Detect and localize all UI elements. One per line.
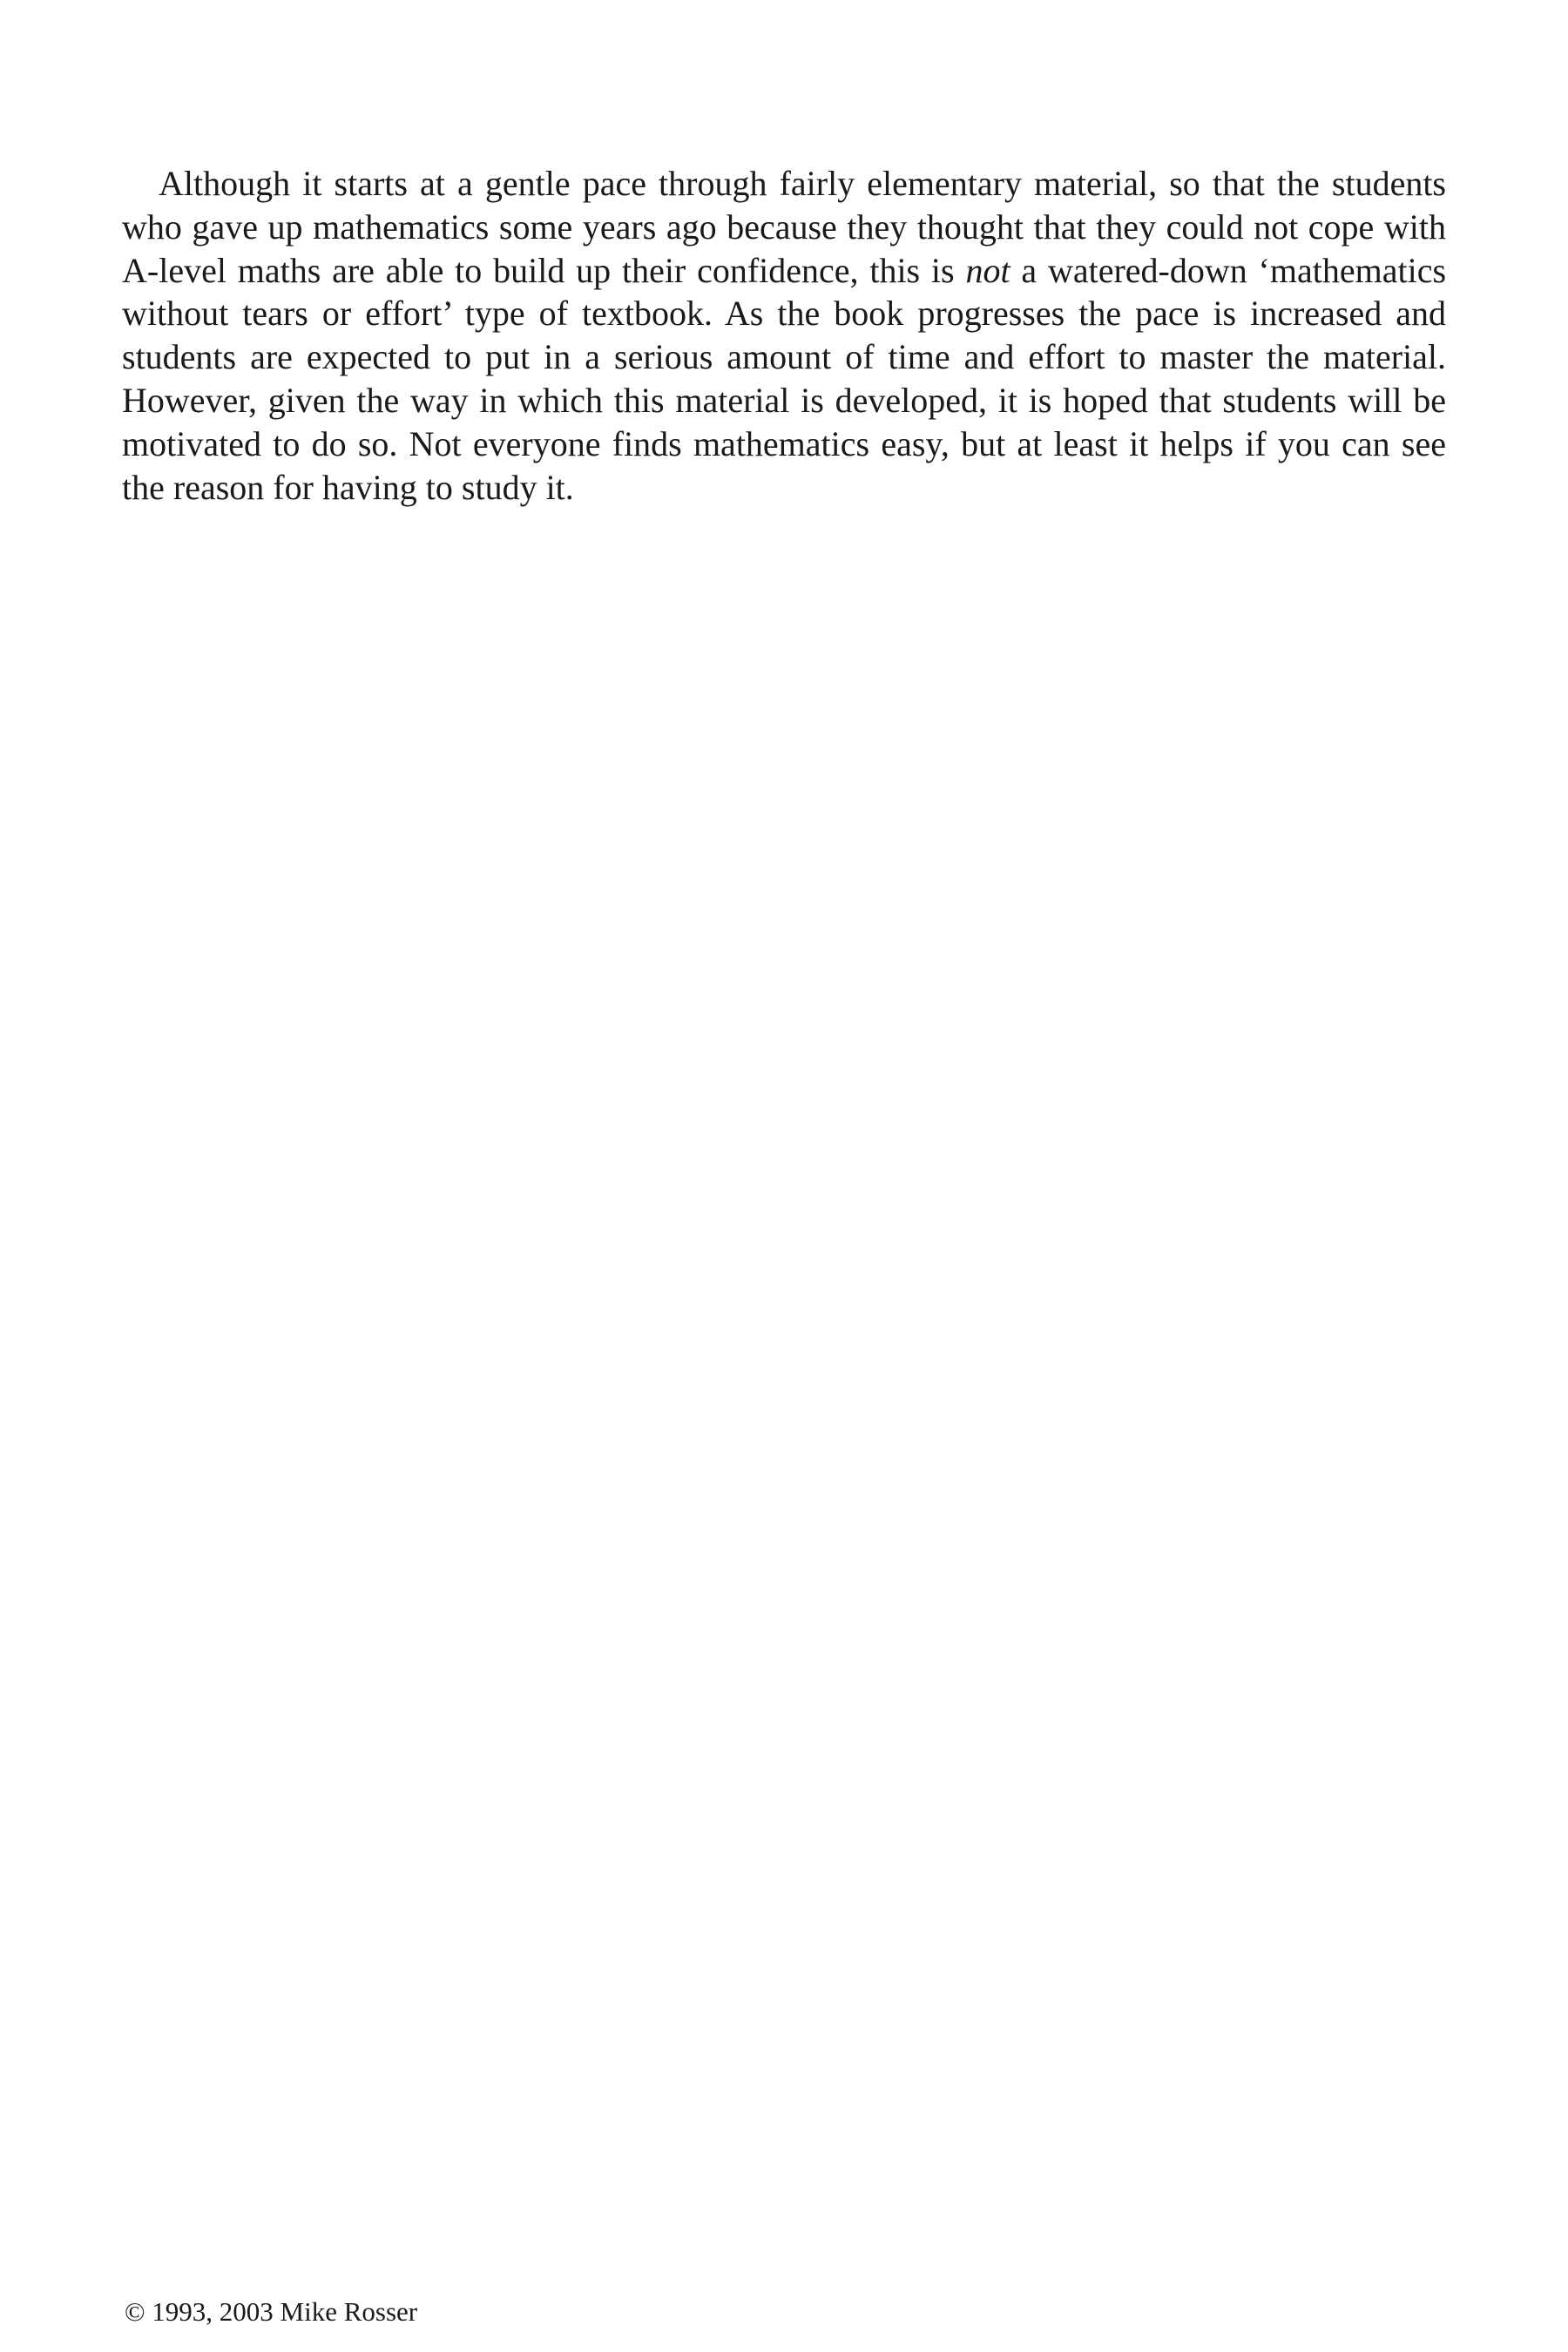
emphasized-word: not [965,250,1010,290]
copyright-footer: © 1993, 2003 Mike Rosser [125,2296,418,2327]
paragraph-text-end: a watered-down ‘mathematics without tears or effort’ type of textbook. As the book progresses the pace is increased and students are expected to put in a serious amount of time and effort to master the material. However, given the way in which this material is developed, it is hoped that students will be motivated to do so. Not everyone finds mathematics easy, but at least it helps if you can see the reason for having to study it. [122,250,1447,507]
body-paragraph [122,162,1446,509]
paragraph-text-start: Although it starts at a gentle pace through fairly elementary material, so that the students who gave up mathematics some years ago because they thought that they could not cope with A-level maths are able to build up their confidence, this is [122,164,1446,290]
